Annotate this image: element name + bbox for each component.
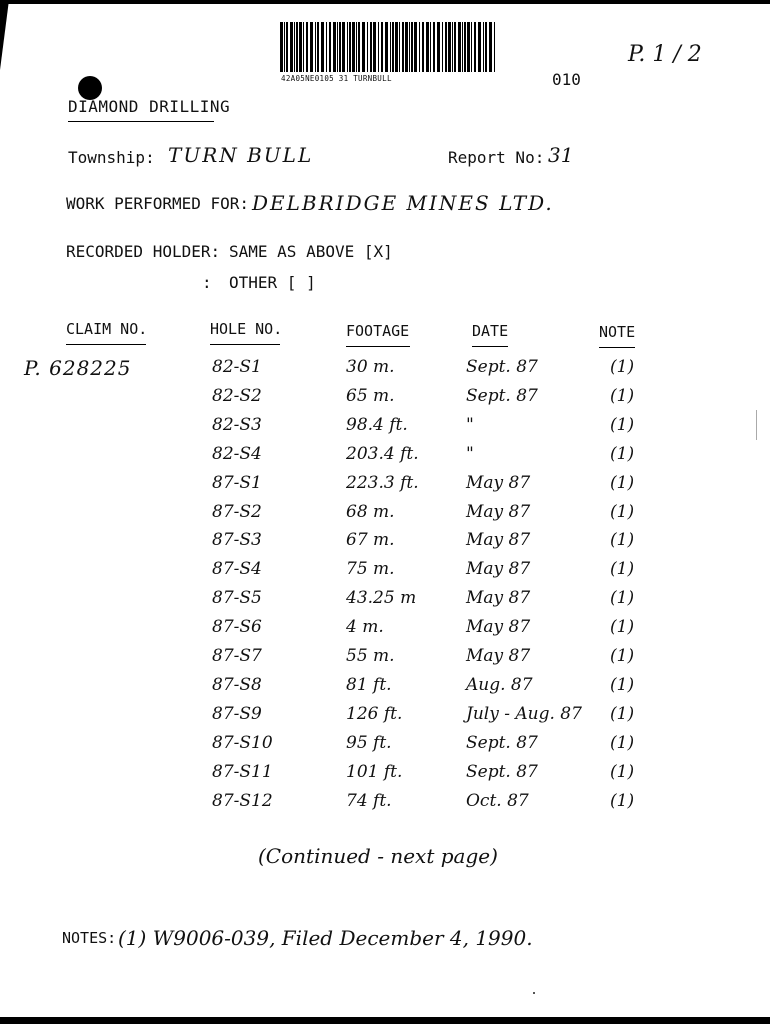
hole-number-cell: 87-S11 xyxy=(212,762,273,782)
recorded-holder-label: RECORDED HOLDER: xyxy=(66,242,221,261)
title-underline xyxy=(68,121,214,122)
footage-cell: 55 m. xyxy=(346,646,395,666)
hole-number-cell: 87-S2 xyxy=(212,502,262,522)
date-cell: May 87 xyxy=(466,559,531,579)
date-cell: Oct. 87 xyxy=(466,791,529,811)
date-cell: May 87 xyxy=(466,617,531,637)
notes-label: NOTES: xyxy=(62,929,117,947)
date-cell: Sept. 87 xyxy=(466,357,538,377)
report-value: 31 xyxy=(548,143,574,167)
note-cell: (1) xyxy=(610,733,635,753)
date-cell: July - Aug. 87 xyxy=(466,704,582,724)
header-note: NOTE xyxy=(599,323,636,341)
footage-cell: 95 ft. xyxy=(346,733,392,753)
hole-number-cell: 87-S12 xyxy=(212,791,273,811)
same-as-above-option: SAME AS ABOVE [X] xyxy=(229,242,393,261)
header-hole-no: HOLE NO. xyxy=(210,320,283,338)
footage-cell: 81 ft. xyxy=(346,675,392,695)
hole-number-cell: 82-S3 xyxy=(212,415,262,435)
note-cell: (1) xyxy=(610,415,635,435)
hole-number-cell: 87-S1 xyxy=(212,473,262,493)
header-claim-rule xyxy=(66,344,146,345)
header-date-rule xyxy=(472,346,508,347)
hole-number-cell: 87-S10 xyxy=(212,733,273,753)
footage-cell: 65 m. xyxy=(346,386,395,406)
note-cell: (1) xyxy=(610,386,635,406)
claim-number: P. 628225 xyxy=(24,356,132,380)
header-note-rule xyxy=(599,347,635,348)
footage-cell: 101 ft. xyxy=(346,762,403,782)
date-cell: Sept. 87 xyxy=(466,733,538,753)
work-performed-label: WORK PERFORMED FOR: xyxy=(66,194,250,213)
scan-speck xyxy=(533,992,535,994)
township-label: Township: xyxy=(68,148,155,167)
note-cell: (1) xyxy=(610,588,635,608)
footage-cell: 126 ft. xyxy=(346,704,403,724)
footage-cell: 68 m. xyxy=(346,502,395,522)
footage-cell: 30 m. xyxy=(346,357,395,377)
notes-text: (1) W9006-039, Filed December 4, 1990. xyxy=(118,926,533,950)
date-cell: May 87 xyxy=(466,530,531,550)
hole-number-cell: 87-S9 xyxy=(212,704,262,724)
barcode-text: 42A05NE0105 31 TURNBULL xyxy=(281,74,392,83)
note-cell: (1) xyxy=(610,704,635,724)
date-cell: May 87 xyxy=(466,588,531,608)
report-label: Report No: xyxy=(448,148,545,167)
footage-cell: 203.4 ft. xyxy=(346,444,419,464)
work-performed-value: DELBRIDGE MINES LTD. xyxy=(252,191,554,215)
footage-cell: 223.3 ft. xyxy=(346,473,419,493)
township-value: TURN BULL xyxy=(168,143,314,167)
hole-number-cell: 87-S6 xyxy=(212,617,262,637)
date-cell: Aug. 87 xyxy=(466,675,533,695)
note-cell: (1) xyxy=(610,473,635,493)
scan-edge-mark xyxy=(0,0,9,70)
hole-number-cell: 87-S5 xyxy=(212,588,262,608)
note-cell: (1) xyxy=(610,675,635,695)
hole-number-cell: 82-S1 xyxy=(212,357,262,377)
header-footage-rule xyxy=(346,346,410,347)
date-cell: " xyxy=(466,415,474,435)
header-hole-rule xyxy=(210,344,280,345)
header-date: DATE xyxy=(472,322,509,340)
other-option-prefix: : xyxy=(202,273,212,292)
date-cell: Sept. 87 xyxy=(466,386,538,406)
footage-cell: 67 m. xyxy=(346,530,395,550)
footage-cell: 98.4 ft. xyxy=(346,415,408,435)
footage-cell: 4 m. xyxy=(346,617,384,637)
header-claim-no: CLAIM NO. xyxy=(66,320,148,338)
page-number: P. 1 / 2 xyxy=(628,42,702,67)
form-title: DIAMOND DRILLING xyxy=(68,97,231,116)
note-cell: (1) xyxy=(610,791,635,811)
other-option: OTHER [ ] xyxy=(229,273,316,292)
document-stamp-number: 010 xyxy=(552,70,581,89)
note-cell: (1) xyxy=(610,646,635,666)
hole-number-cell: 87-S8 xyxy=(212,675,262,695)
note-cell: (1) xyxy=(610,357,635,377)
continued-note: (Continued - next page) xyxy=(258,844,498,868)
hole-number-cell: 87-S4 xyxy=(212,559,262,579)
date-cell: " xyxy=(466,444,474,464)
date-cell: May 87 xyxy=(466,646,531,666)
hole-number-cell: 82-S4 xyxy=(212,444,262,464)
note-cell: (1) xyxy=(610,762,635,782)
top-border xyxy=(0,0,770,4)
bottom-border xyxy=(0,1017,770,1024)
note-cell: (1) xyxy=(610,444,635,464)
barcode-graphic xyxy=(280,22,496,72)
hole-number-cell: 87-S7 xyxy=(212,646,262,666)
hole-number-cell: 82-S2 xyxy=(212,386,262,406)
scan-speck xyxy=(756,410,757,440)
date-cell: May 87 xyxy=(466,502,531,522)
date-cell: May 87 xyxy=(466,473,531,493)
footage-cell: 43.25 m xyxy=(346,588,417,608)
footage-cell: 74 ft. xyxy=(346,791,392,811)
hole-number-cell: 87-S3 xyxy=(212,530,262,550)
note-cell: (1) xyxy=(610,502,635,522)
date-cell: Sept. 87 xyxy=(466,762,538,782)
header-footage: FOOTAGE xyxy=(346,322,410,340)
note-cell: (1) xyxy=(610,617,635,637)
note-cell: (1) xyxy=(610,559,635,579)
note-cell: (1) xyxy=(610,530,635,550)
footage-cell: 75 m. xyxy=(346,559,395,579)
